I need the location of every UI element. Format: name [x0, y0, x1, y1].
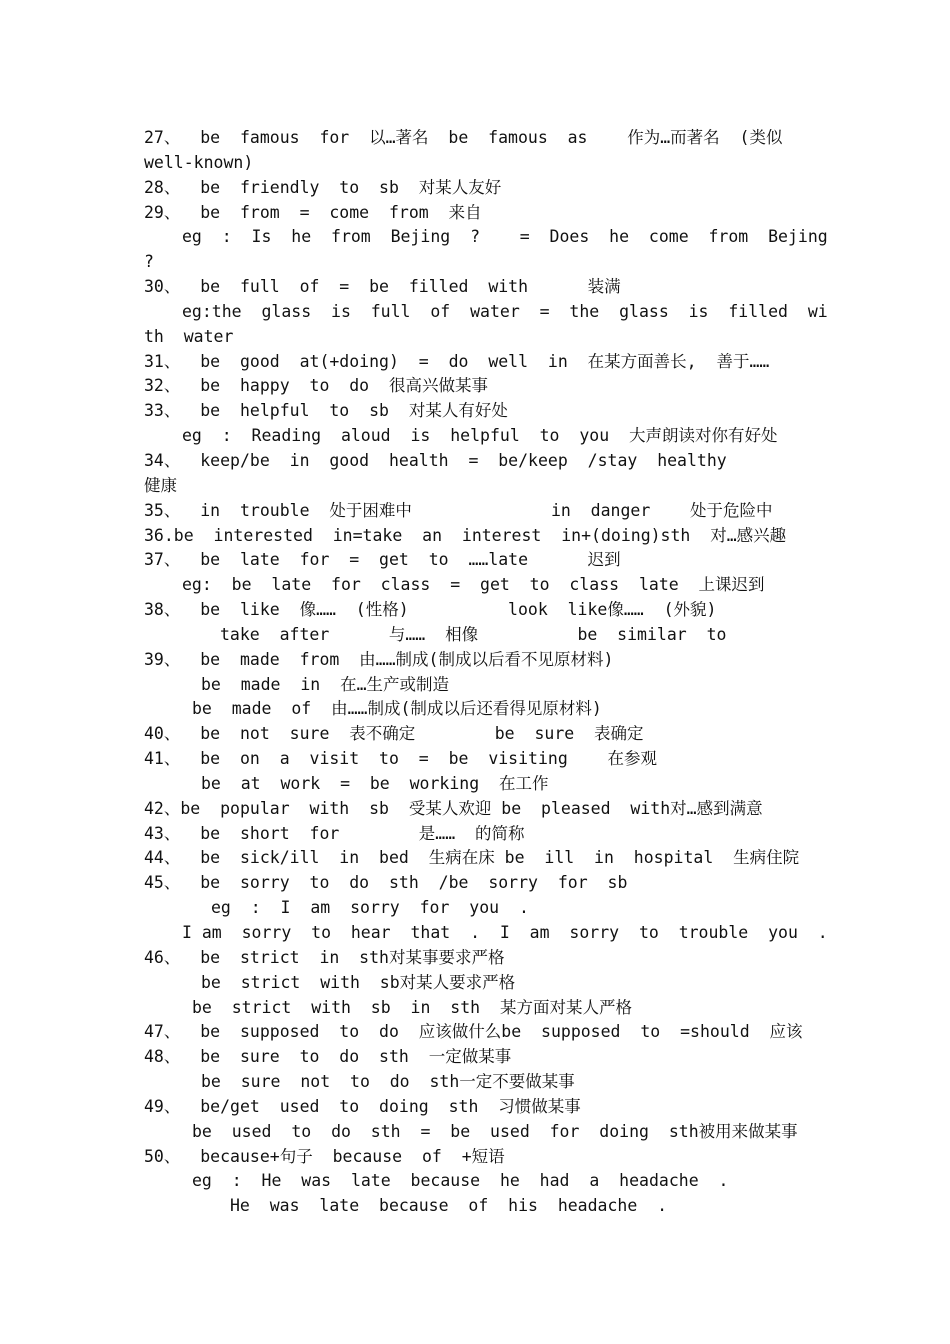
text-line: 27、 be famous for 以…著名 be famous as 作为…而著名 (类似: [144, 128, 783, 147]
text-line: be made of 由……制成(制成以后还看得见原材料): [192, 699, 602, 719]
text-line: 健康: [144, 475, 177, 495]
text-line: 40、 be not sure 表不确定 be sure 表确定: [144, 724, 644, 744]
text-line: 47、 be supposed to do 应该做什么be supposed to =should 应该: [144, 1022, 803, 1042]
text-line: 50、 because+句子 because of +短语: [144, 1146, 505, 1166]
text-line: be used to do sth = be used for doing sth被用来做某事: [192, 1121, 798, 1141]
text-line: eg: be late for class = get to class late 上课迟到: [182, 575, 765, 595]
text-line: 29、 be from = come from 来自: [144, 202, 482, 222]
text-line: eg : Reading aloud is helpful to you 大声朗读对你有好处: [182, 426, 778, 446]
text-line: 48、 be sure to do sth 一定做某事: [144, 1047, 512, 1067]
text-line: th water: [144, 326, 234, 346]
text-line: well-known): [144, 152, 254, 172]
text-line: 32、 be happy to do 很高兴做某事: [144, 376, 488, 396]
text-line: eg:the glass is full of water = the glass is filled wi: [182, 301, 828, 321]
text-line: be at work = be working 在工作: [201, 773, 549, 793]
text-line: 33、 be helpful to sb 对某人有好处: [144, 401, 508, 421]
text-line: 39、 be made from 由……制成(制成以后看不见原材料): [144, 649, 614, 669]
text-line: eg : Is he from Bejing ? = Does he come from Bejing: [182, 227, 828, 247]
text-line: eg : I am sorry for you .: [211, 898, 529, 918]
text-line: 46、 be strict in sth对某事要求严格: [144, 947, 505, 967]
text-line: be made in 在…生产或制造: [201, 674, 450, 694]
text-line: 30、 be full of = be filled with 装满: [144, 277, 621, 297]
text-line: 37、 be late for = get to ……late 迟到: [144, 550, 621, 570]
text-line: be sure not to do sth一定不要做某事: [201, 1072, 575, 1092]
text-line: 31、 be good at(+doing) = do well in 在某方面善长, 善于……: [144, 351, 770, 371]
text-line: 38、 be like 像…… (性格) look like像…… (外貌): [144, 600, 717, 620]
text-line: I am sorry to hear that . I am sorry to trouble you .: [182, 923, 828, 942]
text-line: eg : He was late because he had a headache .: [192, 1171, 729, 1191]
text-line: 41、 be on a visit to = be visiting 在参观: [144, 749, 658, 769]
text-line: 44、 be sick/ill in bed 生病在床 be ill in hospital 生病住院: [144, 848, 800, 868]
text-line: 34、 keep/be in good health = be/keep /stay healthy: [144, 450, 727, 470]
text-line: 35、 in trouble 处于困难中 in danger 处于危险中: [144, 500, 773, 520]
text-line: 49、 be/get used to doing sth 习惯做某事: [144, 1096, 581, 1116]
text-line: ?: [144, 252, 154, 272]
text-line: 36.be interested in=take an interest in+(doing)sth 对…感兴趣: [144, 525, 787, 545]
text-line: be strict with sb对某人要求严格: [201, 972, 516, 992]
text-line: be strict with sb in sth 某方面对某人严格: [192, 997, 632, 1017]
text-line: take after 与…… 相像 be similar to: [220, 624, 727, 644]
text-line: 42、be popular with sb 受某人欢迎 be pleased with对…感到满意: [144, 798, 763, 818]
text-line: 28、 be friendly to sb 对某人友好: [144, 177, 502, 197]
text-line: He was late because of his headache .: [230, 1196, 668, 1216]
text-line: 45、 be sorry to do sth /be sorry for sb: [144, 873, 628, 893]
text-line: 43、 be short for 是…… 的简称: [144, 823, 525, 843]
vocabulary-text-block: [144, 126, 828, 1219]
